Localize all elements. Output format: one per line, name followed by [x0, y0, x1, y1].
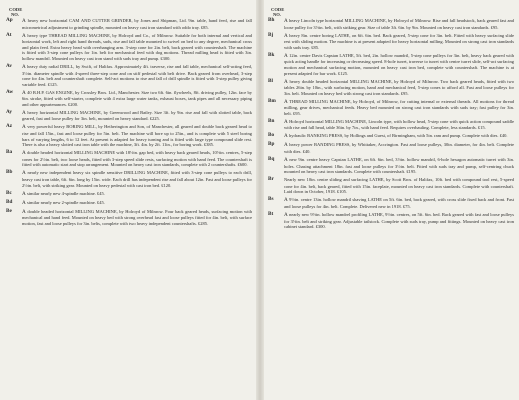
entry-lead-letter: A: [22, 190, 26, 197]
right-entry-list: [268, 18, 514, 230]
entry-description: [284, 197, 514, 209]
catalogue-entry: [268, 212, 514, 230]
entry-text: Nearly new 10in. centre sliding and surfacing LATHE, by Scott Bros. of Halifax, 10ft. bed with compound tool rest, 5-speed cone for 4in. belt, back geared, fitted with 15in. faceplate, mounted on heavy cast iron standards. Complete with countershaft. Laid down in October, 1918. £105.: [284, 177, 514, 195]
catalogue-entry: [268, 99, 514, 117]
catalogue-entry: [268, 197, 514, 209]
entry-lead-letter: A: [22, 18, 26, 24]
catalogue-entry: [268, 157, 514, 175]
left-entry-list: [6, 18, 252, 226]
entry-description: [284, 142, 514, 154]
entry-text: THREAD MILLING MACHINE, by Holroyd, of Milnrow, for cutting internal or external threads. All motions for thread milling, gear drives, mechanical feeds. Heavy bed mounted on strong cast iron standards with suds tray; fast pulley for 3in. belt. £95.: [284, 98, 514, 116]
catalogue-entry: [6, 200, 252, 207]
entry-description: [284, 79, 514, 97]
entry-code: Bo: [268, 132, 275, 139]
entry-lead-letter: A: [284, 211, 288, 218]
entry-text: similar nearly new 4-spindle machine. £45.: [26, 190, 105, 196]
catalogue-entry: [268, 133, 514, 140]
catalogue-entry: [6, 64, 252, 87]
entry-description: [22, 150, 252, 168]
entry-text: 40 B.H.P. GAS ENGINE, by Crossley Bros. Ltd., Manchester. Size two 6ft. 6in. flywheels, 8ft. driving pulley, 12in. face by 6in. stroke, fitted with self-starter, complete with 4 extra large water tanks, exhaust boxes, tank pipes and all necessary piping and other appurtenances. £200.: [22, 89, 252, 107]
entry-description: [284, 33, 514, 51]
entry-code: Bk: [268, 51, 275, 58]
entry-description: [22, 170, 252, 188]
entry-code: Bs: [268, 196, 274, 203]
entry-code: Bh: [268, 17, 275, 23]
entry-lead-letter: A: [22, 124, 26, 131]
entry-code: Bd: [6, 198, 13, 205]
entry-code: Av: [6, 62, 12, 69]
page-gutter: [256, 0, 264, 400]
entry-code: Bm: [268, 97, 276, 104]
entry-lead-letter: A: [22, 63, 26, 70]
entry-description: [22, 90, 252, 108]
catalogue-entry: [268, 142, 514, 154]
catalogue-entry: [6, 191, 252, 198]
entry-code: Bl: [268, 77, 273, 84]
entry-text: double headed horizontal MILLING MACHINE, by Holroyd of Milnrow. Four back geared heads, surfacing motion with mechanical and hand feed. Mounted on heavy bed with strong overhead fast and loose pulleys fitted for 4in. belt, with surface motion, fast and loose pulleys for 3in. belts, complete with two heavy independent countershafts. £285.: [22, 208, 252, 226]
entry-text: nearly new 9½in. hollow mandrel profiling LATHE, 9½in. centres, on 5ft. 6in. bed. Back geared with fast and loose pulleys for 3½in. belt and striking gear. Adjustable tailstock. Complete with suds tray, pump and fittings. Mounted on heavy cast iron cabinet standard. £300.: [284, 211, 514, 230]
entry-text: heavy power BANDING PRESS, by Whittaker, Accrington. Fast and loose pulleys, 30in. diameter, for 4in. belt. Complete with dies. £40.: [284, 142, 514, 155]
entry-lead-letter: A: [22, 199, 26, 206]
entry-text: 9½in. centre 13in. hollow mandril shaving LATHE on 5ft. 6in. bed, back geared, with cross slide fixed back and front. Fast and loose pulleys for 4in. belt. Complete. Delivered new in 1918. £75.: [284, 197, 514, 209]
entry-text: nearly new independent heavy six spindle sensitive DRILLING MACHINE, fitted with 3-step cone pulleys to each drill, heavy cast iron table, 6ft. 6in. long by 15in. wide. Each drill has independent rise and fall about 12in. Fast and loose pulleys for 2½in. belt, with striking gear. Mounted on heavy pedestal with cast iron bed. £120.: [22, 170, 252, 188]
entry-description: [22, 209, 252, 227]
entry-description: [284, 177, 514, 195]
entry-code: Az: [6, 123, 13, 130]
entry-lead-letter: A: [284, 32, 288, 39]
entry-text: heavy type THREAD MILLING MACHINE, by Holroyd and Co., of Milnrow. Suitable for both internal and vertical and horizontal work, left and right hand threads, suds, rise and fall table mounted to swivel on bed to any degree, mechanical cross and plain feed. Extra heavy head with overhanging arm. 3-step cone for 2in. belt, back geared with countershaft. The machine is fitted with 3-step cone pulleys for 1in. belt for mechanical feed with dog motions. Thread milling head is fitted with 3in. hollow mandril. Mounted on heavy cast iron stand with suds tray and pump. £300.: [22, 32, 252, 61]
entry-description: [284, 133, 514, 140]
entry-text: double headed horizontal MILLING MACHINE with 18½in. gap bed, with heavy back geared heads, 10½in. centres, 5-step cones for 2½in. belt, two loose heads, fitted with 3-step speed slide rests, surfacing motion with hand feed. The countershaft is fitted with automatic start and stop arrangement. Mounted on heavy cast iron standards, complete with 2 countershafts. £600.: [22, 150, 252, 168]
entry-code: Bb: [6, 169, 13, 176]
entry-code: Br: [268, 176, 274, 183]
entry-text: heavy 8in. centre boring LATHE, on 6ft. 6in. bed. Back geared, 5-step cone for 3in. belt. Fitted with heavy surfacing slide rest with sliding motion. The machine is at present adapted for heavy horizontal milling. Mounted on strong cast iron standards with suds tray. £85.: [284, 32, 514, 50]
left-page: [6, 6, 252, 394]
catalogue-entry: [268, 177, 514, 195]
catalogue-entry: [6, 33, 252, 62]
entry-lead-letter: A: [22, 208, 26, 215]
entry-code: At: [6, 31, 12, 38]
entry-text: similar nearly new 2-spindle machine. £45.: [26, 199, 105, 205]
entry-lead-letter: A: [22, 32, 26, 39]
entry-description: [22, 33, 252, 62]
entry-code: Bt: [268, 210, 274, 217]
right-code-header: CODE NO.: [271, 7, 285, 17]
entry-text: hydraulic BANKING PRESS, by Hollings and Guest, of Birmingham, with 5in. ram and pump. Complete with dies. £40.: [288, 133, 508, 139]
catalogue-entry: [6, 209, 252, 227]
catalogue-entry: [6, 150, 252, 168]
entry-text: new 9in. centre heavy Capstan LATHE, on 6ft. 6in. bed, 3½in. hollow mandril, 6-hole hexagon automatic turret with 3in. holes. Chasing attachment 18in. fast and loose pulleys for 3½in. belt. Fitted with suds tray and pump, self-centring chuck mounted on heavy cast iron standards. Complete with countershaft. £195.: [284, 157, 514, 175]
entry-code: Be: [6, 207, 12, 214]
entry-lead-letter: A: [284, 157, 288, 163]
entry-code: Bp: [268, 141, 275, 148]
entry-code: Bn: [268, 117, 275, 124]
entry-text: heavy double headed horizontal MILLING MACHINE, by Holroyd of Milnrow. Two back geared heads, fitted with two tables 26in. by 10in., with surfacing motion, hand and mechanical feed, 5-step cones to afford all. Fast and loose pulleys for 3in. belt. Mounted on heavy bed with strong cast iron standards. £95.: [284, 78, 514, 96]
entry-lead-letter: A: [22, 109, 26, 116]
entry-lead-letter: A: [284, 18, 288, 24]
entry-text: heavy new horizontal CAM AND CUTTER GRINDER, by Jones and Shipman, Ltd. 9in. table, hand feed, rise and fall micrometrical adjustment to grinding spindle, mounted on heavy cast iron standard with oddo tray. £85.: [22, 18, 252, 30]
entry-code: Bj: [268, 31, 274, 38]
entry-code: Bq: [268, 156, 275, 162]
catalogue-entry: [6, 110, 252, 122]
entry-code: Ba: [6, 149, 13, 156]
catalogue-entry: [6, 124, 252, 147]
entry-description: [22, 200, 252, 207]
entry-description: [284, 53, 514, 76]
entry-text: heavy Lincoln type horizontal MILLING MACHINE, by Holroyd of Milnrow. Rise and fall headstock, back geared fast and loose pulley for 3½in. belt, with striking gear. Size of table 3ft. 6in. by 9in. Mounted on heavy cast iron standards. £95.: [284, 18, 514, 30]
entry-text: very powerful heavy BORING MILL, by Hetherington and Son, of Manchester, all geared and double back geared head to rise and fall 15in., fast and loose pulley for 5in. belt. The machine will bore up to 25in., and is complete with 5 steel boring bars of varying lengths, 6 to 12 feet. At present is adapted for heavy turning and is fitted with large type compound slide rest. There is also a heavy slotted cast iron table with the machine, 3ft. 4in. by 2ft. 11in., for boring work. £385.: [22, 124, 252, 148]
entry-description: [284, 157, 514, 175]
entry-description: [284, 212, 514, 230]
entry-text: Holroyd horizontal MILLING MACHINE, Lincoln type, with hollow head, 5-step cone with quick action compound saddle with rise and fall head, table 36in. by 7in., with hand feed. Requires overhauling. Complete, less standards. £15.: [284, 118, 514, 131]
entry-description: [22, 64, 252, 87]
entry-description: [22, 191, 252, 198]
entry-description: [284, 119, 514, 131]
catalogue-entry: [268, 18, 514, 30]
entry-description: [22, 18, 252, 30]
entry-description: [284, 18, 514, 30]
entry-lead-letter: A: [22, 89, 26, 96]
entry-code: Aw: [6, 88, 14, 95]
catalogue-entry: [268, 53, 514, 76]
entry-lead-letter: A: [284, 52, 288, 59]
entry-lead-letter: A: [22, 170, 26, 177]
catalogue-entry: [268, 119, 514, 131]
entry-text: heavy horizontal MILLING MACHINE, by Greenwood and Batley. Size 3ft. by 9in. rise and fall with slotted table, back geared, fast and loose pulley for 3in. belt, mounted on heavy standard. £225.: [22, 109, 252, 122]
entry-lead-letter: A: [284, 133, 288, 140]
catalogue-entry: [6, 170, 252, 188]
entry-description: [284, 99, 514, 117]
entry-text: 12in. centre Davis Capstan LATHE, 5ft. bed, 2in. hollow mandril, 5-step cone pulleys for 3in. belt, heavy back geared with quick acting handle for increasing or decreasing speed. 8-hole turret, traverse to turret with centre turret slide, self-act surfacing motion and mechanical surfacing motion, mounted on heavy cast iron bed, complete with countershaft. The machine is at present adapted for bar work. £125.: [284, 52, 514, 76]
catalogue-entry: [6, 90, 252, 108]
entry-lead-letter: A: [284, 118, 288, 125]
entry-code: Ay: [6, 108, 12, 115]
catalogue-entry: [268, 79, 514, 97]
entry-lead-letter: A: [22, 150, 26, 157]
entry-description: [22, 124, 252, 147]
entry-text: heavy duty radial DRILL, by Swift, of Halifax. Approximately 4ft. traverse, rise and fall table, mechanical self-acting feed, 3½in. diameter spindle with 4-speed three-step cone and on stiff pedestal with belt drive. Back geared from overhead, 3-step cone for 4in. belt and countershaft complete. Self-act motions to rise and fall of drill spindle is fitted with 3-step pulley giving variable feed. £125.: [22, 63, 252, 87]
right-page: [268, 6, 514, 394]
catalogue-entry: [268, 33, 514, 51]
entry-description: [22, 110, 252, 122]
entry-code: Ap: [6, 17, 13, 23]
entry-code: Bc: [6, 189, 12, 196]
entry-lead-letter: A: [284, 78, 288, 85]
left-code-header: CODE NO.: [9, 7, 23, 17]
entry-lead-letter: A: [284, 142, 288, 149]
entry-lead-letter: A: [284, 98, 288, 105]
catalogue-entry: [6, 18, 252, 30]
entry-lead-letter: A: [284, 197, 288, 204]
